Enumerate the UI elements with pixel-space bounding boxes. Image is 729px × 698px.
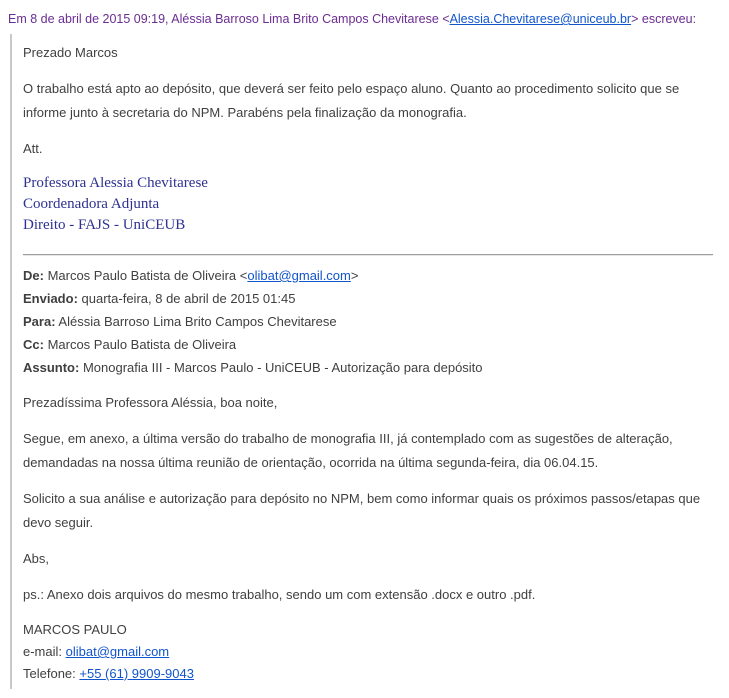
student-signature-email-row bbox=[23, 641, 713, 663]
sent-value: quarta-feira, 8 de abril de 2015 01:45 bbox=[77, 291, 296, 306]
message-divider bbox=[23, 254, 713, 256]
reply-paragraph-attachment: Segue, em anexo, a última versão do trabalho de monografia III, já contemplado com as sugestões de alteração, demandadas na nossa última reunião de orientação, ocorrida na última segunda-feira, dia 06.04.15. bbox=[23, 431, 673, 470]
to-value: Aléssia Barroso Lima Brito Campos Chevitarese bbox=[55, 314, 337, 329]
from-suffix: > bbox=[350, 268, 359, 283]
professor-signature-block bbox=[23, 173, 713, 236]
phone-label: Telefone: bbox=[23, 666, 80, 681]
message-greeting: Prezado Marcos bbox=[23, 45, 118, 60]
reply-closing: Abs, bbox=[23, 551, 50, 566]
message-paragraph: O trabalho está apto ao depósito, que deverá ser feito pelo espaço aluno. Quanto ao procedimento solicito que se informe junto à secretaria do NPM. Parabéns pela finalização da monografia. bbox=[23, 81, 680, 120]
header-row-cc bbox=[23, 333, 713, 356]
to-label: Para: bbox=[23, 314, 56, 329]
cc-label: Cc: bbox=[23, 337, 44, 352]
from-email-link[interactable]: olibat@gmail.com bbox=[247, 268, 351, 283]
quoted-message bbox=[10, 34, 729, 689]
reply-ps-note: ps.: Anexo dois arquivos do mesmo trabalho, sendo um com extensão .docx e outro .pdf. bbox=[23, 587, 536, 602]
reply-paragraph-request: Solicito a sua análise e autorização para depósito no NPM, bem como informar quais os próximos passos/etapas que devo seguir. bbox=[23, 491, 701, 530]
original-message-headers bbox=[23, 264, 713, 379]
sent-label: Enviado: bbox=[23, 291, 78, 306]
from-label: De: bbox=[23, 268, 44, 283]
header-row-subject bbox=[23, 356, 713, 379]
signature-phone-link[interactable]: +55 (61) 9909-9043 bbox=[79, 666, 194, 681]
header-row-sent bbox=[23, 287, 713, 310]
signature-line-role: Coordenadora Adjunta bbox=[23, 196, 160, 212]
header-row-from bbox=[23, 264, 713, 287]
signature-line-institution: Direito - FAJS - UniCEUB bbox=[23, 217, 186, 233]
quote-attribution bbox=[8, 10, 729, 28]
quote-attribution-prefix: Em 8 de abril de 2015 09:19, Aléssia Barroso Lima Brito Campos Chevitarese < bbox=[8, 12, 450, 26]
message-closing: Att. bbox=[23, 141, 43, 156]
email-label: e-mail: bbox=[23, 644, 66, 659]
sender-email-link[interactable]: Alessia.Chevitarese@uniceub.br bbox=[449, 12, 632, 26]
student-signature-name: MARCOS PAULO bbox=[23, 622, 127, 637]
student-signature-block bbox=[23, 619, 713, 685]
signature-line-name: Professora Alessia Chevitarese bbox=[23, 175, 208, 191]
student-signature-phone-row bbox=[23, 663, 713, 685]
from-name: Marcos Paulo Batista de Oliveira < bbox=[43, 268, 248, 283]
header-row-to bbox=[23, 310, 713, 333]
quote-attribution-suffix: > escreveu: bbox=[631, 12, 697, 26]
signature-email-link[interactable]: olibat@gmail.com bbox=[65, 644, 170, 659]
cc-value: Marcos Paulo Batista de Oliveira bbox=[43, 337, 237, 352]
subject-value: Monografia III - Marcos Paulo - UniCEUB - Autorização para depósito bbox=[79, 360, 483, 375]
reply-greeting: Prezadíssima Professora Aléssia, boa noite, bbox=[23, 395, 278, 410]
subject-label: Assunto: bbox=[23, 360, 80, 375]
